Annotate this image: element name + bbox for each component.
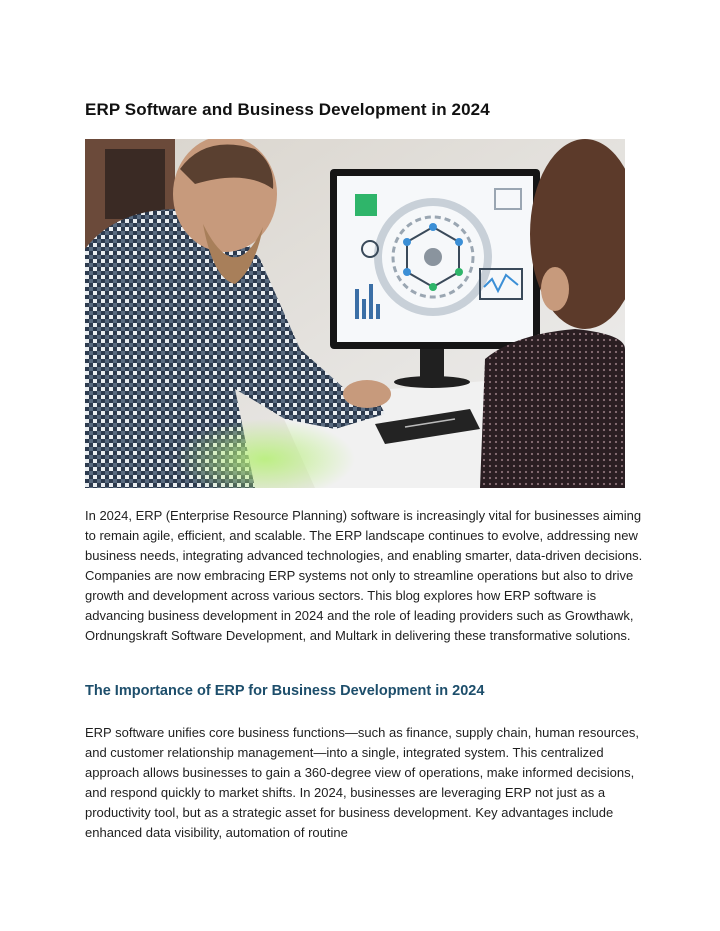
hero-image xyxy=(85,139,625,488)
page-title: ERP Software and Business Development in 2024 xyxy=(85,100,490,119)
intro-paragraph: In 2024, ERP (Enterprise Resource Planning) software is increasingly vital for businesses aiming to remain agile, efficient, and scalable. The ERP landscape continues to evolve, addressing new business needs, integrating advanced technologies, and enabling smarter, data-driven decisions. Companies are now embracing ERP systems not only to streamline operations but also to drive growth and development across various sectors. This blog explores how ERP software is advancing business development in 2024 and the role of leading providers such as Growthawk, Ordnungskraft Software Development, and Multark in delivering these transformative solutions. xyxy=(85,508,643,643)
section-paragraph: ERP software unifies core business functions—such as finance, supply chain, human resources, and customer relationship management—into a single, integrated system. This centralized approach allows businesses to gain a 360-degree view of operations, make informed decisions, and respond quickly to market shifts. In 2024, businesses are leveraging ERP not just as a productivity tool, but as a strategic asset for business development. Key advantages include enhanced data visibility, automation of routine xyxy=(85,725,639,840)
section-heading: The Importance of ERP for Business Development in 2024 xyxy=(85,683,485,699)
